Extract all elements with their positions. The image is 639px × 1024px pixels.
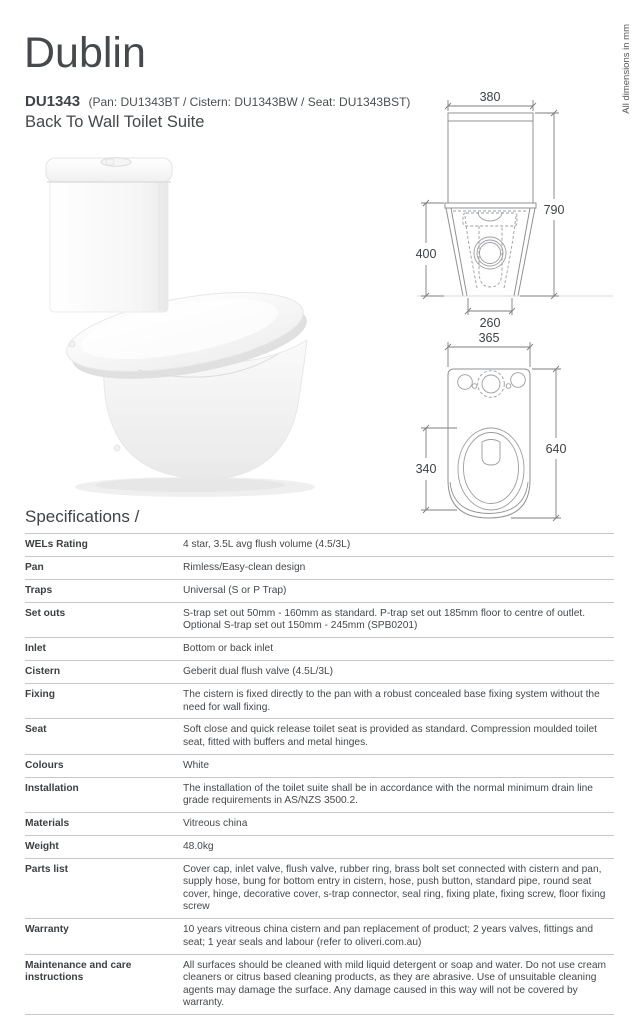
specifications-heading: Specifications / [25, 507, 140, 526]
spec-value: Geberit dual flush valve (4.5L/3L) [183, 666, 334, 678]
spec-value: Vitreous china [183, 818, 248, 830]
spec-value: S-trap set out 50mm - 160mm as standard. P-trap set out 185mm floor to centre of outlet. Optional S-trap set out 150mm - 245mm (SPB0201) [183, 607, 586, 632]
product-code-detail: (Pan: DU1343BT / Cistern: DU1343BW / Seat: DU1343BST) [88, 95, 411, 109]
spec-label: Seat [25, 724, 47, 736]
dim-width-365: 365 [478, 331, 500, 345]
spec-value: Bottom or back inlet [183, 643, 274, 655]
spec-value: 10 years vitreous china cistern and pan replacement of product; 2 years valves, fittings and seat; 1 year seals and labour (refer to oliveri.com.au) [183, 924, 593, 948]
spec-label: WELs Rating [25, 539, 88, 550]
spec-row [25, 858, 614, 918]
spec-label: Weight [25, 841, 59, 853]
flush-button [101, 158, 131, 166]
top-view-dimension-labels [416, 331, 567, 476]
spec-row [25, 683, 614, 718]
front-view-internals [453, 211, 528, 288]
spec-label: Cistern [25, 666, 61, 678]
spec-value: 48.0kg [183, 841, 214, 853]
dimensions-note: All dimensions in mm [621, 24, 632, 114]
spec-row [25, 533, 614, 556]
spec-row [25, 602, 614, 637]
product-code: DU1343 [25, 93, 81, 110]
dim-width-380: 380 [479, 90, 501, 104]
spec-row [25, 718, 614, 753]
spec-value: The cistern is fixed directly to the pan with a robust concealed base fixing system without the need for wall fixing. [183, 689, 600, 713]
cistern-body [50, 180, 168, 312]
spec-label: Warranty [25, 924, 69, 936]
toilet-illustration [46, 158, 315, 497]
spec-value: White [183, 759, 210, 771]
page-title: Dublin [24, 29, 146, 77]
spec-row [25, 556, 614, 579]
spec-row [25, 754, 614, 777]
spec-label: Traps [25, 584, 53, 596]
fixing-cap-lower [114, 445, 120, 451]
dim-pan-height-400: 400 [415, 247, 437, 261]
top-view-details [458, 371, 526, 510]
dim-height-790: 790 [543, 203, 565, 217]
spec-label: Set outs [25, 607, 66, 619]
spec-row [25, 660, 614, 683]
spec-value: The installation of the toilet suite shall be in accordance with the normal minimum drain line grade requirements in AS/NZS 3500.2. [183, 782, 593, 807]
spec-table [25, 533, 614, 1015]
dim-length-640: 640 [545, 442, 567, 456]
spec-label: Installation [25, 782, 79, 794]
spec-label: Colours [25, 759, 64, 771]
fixing-cap-upper [69, 341, 75, 347]
dim-base-width-260: 260 [479, 316, 501, 330]
spec-value: Rimless/Easy-clean design [183, 561, 306, 573]
spec-label: Pan [25, 561, 44, 573]
spec-row [25, 835, 614, 858]
top-view-drawing [415, 330, 615, 530]
spec-value: Cover cap, inlet valve, flush valve, rubber ring, brass bolt set connected with cistern and pan, supply hose, bung for bottom entry in cistern, hose, push button, standard pipe, round seat cover, hinge, decorative cover, s-trap connector, seal ring, fixing plate, fixing screw, floor fixing screw [183, 864, 606, 913]
spec-label: Maintenance and care instructions [25, 959, 132, 984]
spec-row [25, 954, 614, 1014]
top-view-outline [448, 369, 530, 518]
product-code-line [25, 93, 410, 111]
spec-row [25, 579, 614, 602]
dim-bowl-340: 340 [415, 462, 437, 476]
floor-shadow-core [95, 478, 285, 492]
spec-value: Soft close and quick release toilet seat is provided as standard. Compression moulded toilet seat, fitted with buffers and metal hinges. [183, 724, 597, 748]
spec-label: Fixing [25, 689, 55, 701]
product-subtitle: Back To Wall Toilet Suite [25, 113, 205, 131]
spec-row [25, 918, 614, 953]
spec-label: Inlet [25, 643, 46, 655]
spec-value: All surfaces should be cleaned with mild liquid detergent or soap and water. Do not use cream cleaners or citrus based cleaning products, as they are abrasive. Use of unsuitable cleaning agents may damage the surface. Any damage caused in this way will not be covered by warranty. [183, 959, 607, 1008]
front-view-dimension-labels [416, 90, 565, 330]
spec-row [25, 777, 614, 812]
cistern-side-shade [158, 182, 168, 310]
spec-row [25, 812, 614, 835]
spec-row [25, 637, 614, 660]
spec-label: Materials [25, 818, 70, 830]
spec-label: Parts list [25, 864, 69, 875]
product-photo [20, 142, 340, 502]
spec-value: Universal (S or P Trap) [183, 584, 287, 596]
front-view-drawing [415, 85, 615, 330]
spec-value: 4 star, 3.5L avg flush volume (4.5/3L) [183, 539, 351, 550]
